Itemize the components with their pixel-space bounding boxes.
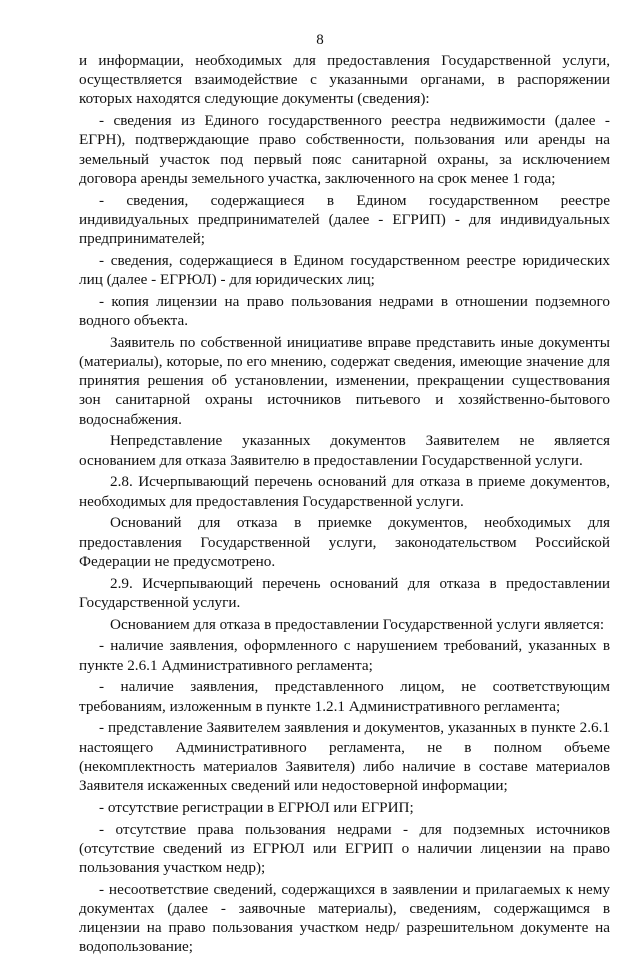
section-2-8-heading: 2.8. Исчерпывающий перечень оснований для отказа в приеме документов, необходимых для предоставления Государственной услуги.	[79, 473, 610, 510]
list-item-ground-3: - представление Заявителем заявления и документов, указанных в пункте 2.6.1 настоящего Административного регламента, не в полном объеме (некомплектность материалов Заявителя) либо наличие в составе материалов Заявителя искаженных сведений или недостоверной информации;	[79, 719, 610, 795]
list-item-ground-5: - отсутствие права пользования недрами - для подземных источников (отсутствие сведений из ЕГРЮЛ или ЕГРИП о наличии лицензии на право пользования участком недр);	[79, 820, 610, 877]
list-item-license-copy: - копия лицензии на право пользования недрами в отношении подземного водного объекта.	[79, 292, 610, 330]
list-item-egrip: - сведения, содержащиеся в Едином государственном реестре индивидуальных предпринимателей (далее - ЕГРИП) - для индивидуальных предпринимателей;	[79, 191, 610, 248]
paragraph-no-grounds: Оснований для отказа в приемке документов, необходимых для предоставления Государственной услуги, законодательством Российской Федерации не предусмотрено.	[79, 514, 610, 570]
paragraph-applicant-initiative: Заявитель по собственной инициативе вправе представить иные документы (материалы), которые, по его мнению, содержат сведения, имеющие значение для принятия решения об установлении, изменении, прекращении существования зон санитарной охраны источников питьевого и хозяйственно-бытового водоснабжения.	[79, 333, 610, 428]
list-item-ground-2: - наличие заявления, представленного лицом, не соответствующим требованиям, изложенным в пункте 1.2.1 Административного регламента;	[79, 678, 610, 715]
list-item-ground-1: - наличие заявления, оформленного с нарушением требований, указанных в пункте 2.6.1 Административного регламента;	[79, 637, 610, 674]
list-item-egrul: - сведения, содержащиеся в Едином государственном реестре юридических лиц (далее - ЕГРЮЛ) - для юридических лиц;	[79, 251, 610, 289]
paragraph-continuation: и информации, необходимых для предоставления Государственной услуги, осуществляется взаимодействие с указанными органами, в распоряжении которых находятся следующие документы (сведения):	[79, 52, 610, 108]
paragraph-grounds-intro: Основанием для отказа в предоставлении Государственной услуги является:	[110, 615, 605, 633]
document-body	[79, 51, 610, 959]
list-item-ground-4: - отсутствие регистрации в ЕГРЮЛ или ЕГРИП;	[99, 798, 414, 816]
list-item-egrn: - сведения из Единого государственного реестра недвижимости (далее - ЕГРН), подтверждающие право собственности, пользования или аренды на земельный участок под первый пояс санитарной охраны, за исключением договора аренды земельного участка, заключенного на срок менее 1 года;	[79, 112, 610, 187]
page-number: 8	[316, 32, 324, 48]
list-item-ground-6: - несоответствие сведений, содержащихся в заявлении и прилагаемых к нему документах (далее - заявочные материалы), сведениям, содержащимся в лицензии на право пользования участком недр/ разрешительном документе на водопользование;	[79, 880, 610, 956]
section-2-9-heading: 2.9. Исчерпывающий перечень оснований для отказа в предоставлении Государственной услуги.	[79, 574, 610, 611]
paragraph-non-submission: Непредставление указанных документов Заявителем не является основанием для отказа Заявителю в предоставлении Государственной услуги.	[79, 432, 610, 469]
